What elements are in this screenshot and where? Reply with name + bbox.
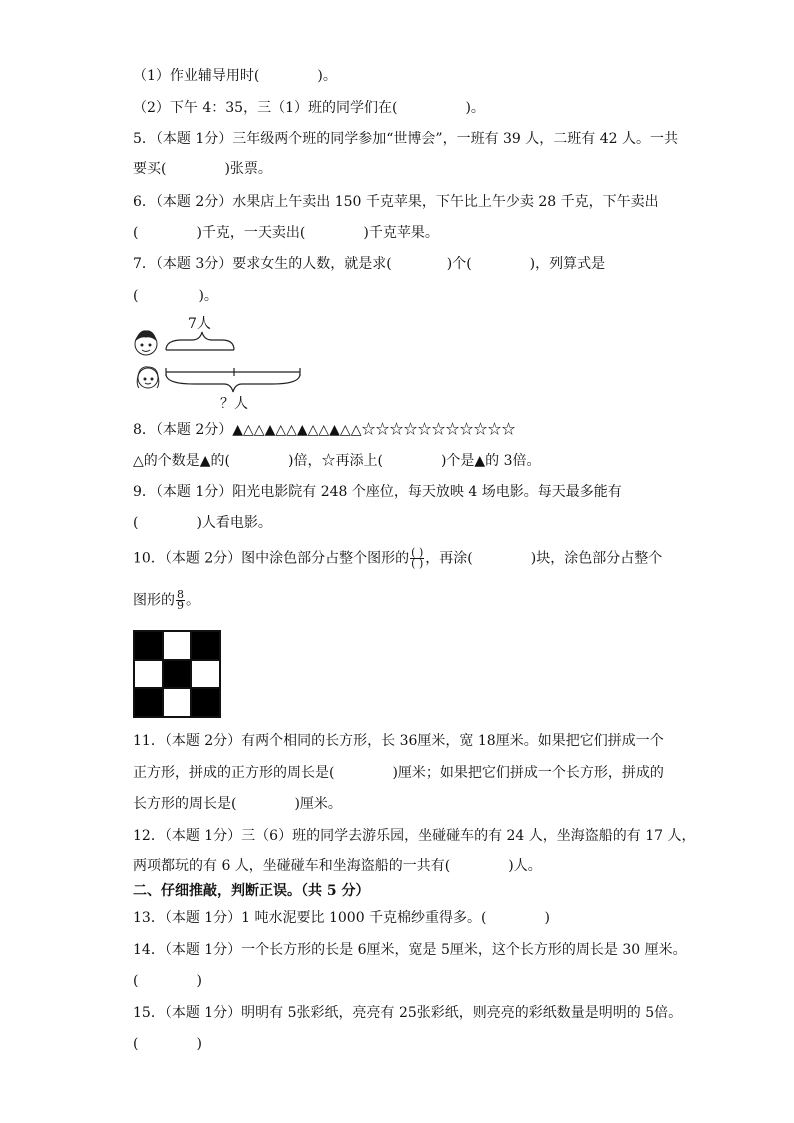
q13-text: 13．（本题 1分）1 吨水泥要比 1000 千克棉纱重得多。( )	[133, 910, 550, 926]
q8-text: 8．（本题 2分）▲△△▲△△▲△△▲△△☆☆☆☆☆☆☆☆☆☆☆	[133, 422, 516, 438]
q9-text: 9．（本题 1分）阳光电影院有 248 个座位，每天放映 4 场电影。每天最多能有	[133, 484, 622, 500]
shaded-cell	[163, 660, 192, 689]
q7-segment-diagram	[130, 310, 310, 414]
q7-answer-line: ( )。	[133, 288, 218, 304]
q6-text: 6．（本题 2分）水果店上午卖出 150 千克苹果，下午比上午少卖 28 千克，下午卖出	[133, 194, 659, 210]
fraction-eight-ninths: $\frac{8}{9}$	[177, 588, 184, 612]
shaded-cell	[191, 631, 220, 660]
top-label: 7人	[188, 316, 211, 332]
q7-text: 7．（本题 3分）要求女生的人数，就是求( )个( )，列算式是	[133, 256, 606, 272]
shaded-cell	[134, 631, 163, 660]
q10-checker-grid	[133, 630, 221, 718]
bottom-label: ？人	[220, 396, 248, 412]
q12-answer-line: 两项都玩的有 6 人，坐碰碰车和坐海盗船的一共有( )人。	[133, 858, 542, 874]
unshaded-cell	[134, 660, 163, 689]
q15-answer-line: ( )	[133, 1036, 202, 1052]
q10-text: 10．（本题 2分）图中涂色部分占整个图形的 $\frac{( )}{( )}$ ，再涂( )块，涂色部分占整个	[133, 546, 663, 570]
section-2-heading: 二、仔细推敲，判断正误。（共 5 分）	[133, 883, 370, 899]
q5-answer-line: 要买( )张票。	[133, 161, 272, 177]
q14-answer-line: ( )	[133, 973, 202, 989]
q15-text: 15．（本题 1分）明明有 5张彩纸，亮亮有 25张彩纸，则亮亮的彩纸数量是明明的 5倍。	[133, 1005, 683, 1021]
q10-text-2: 图形的 $\frac{8}{9}$ 。	[133, 588, 200, 612]
bottom-brace	[166, 374, 300, 392]
top-brace	[166, 332, 234, 350]
unshaded-cell	[191, 660, 220, 689]
q11-text: 11．（本题 2分）有两个相同的长方形，长 36厘米，宽 18厘米。如果把它们拼成一个	[133, 733, 664, 749]
q4-sub1: （1）作业辅导用时( )。	[133, 68, 337, 84]
q5-text: 5．（本题 1分）三年级两个班的同学参加“世博会”，一班有 39 人，二班有 42 人。一共	[133, 131, 679, 147]
q11-answer-line: 长方形的周长是( )厘米。	[133, 796, 342, 812]
q8-answer-line: △的个数是▲的( )倍，☆再添上( )个是▲的 3倍。	[133, 453, 541, 469]
boy-icon	[135, 331, 157, 355]
q9-answer-line: ( )人看电影。	[133, 515, 272, 531]
fraction-blank[interactable]: $\frac{( )}{( )}$	[411, 546, 424, 570]
q6-answer-line: ( )千克，一天卖出( )千克苹果。	[133, 225, 439, 241]
shaded-cell	[134, 688, 163, 717]
q12-text: 12．（本题 1分）三（6）班的同学去游乐园，坐碰碰车的有 24 人，坐海盗船的有 17 人，	[133, 828, 696, 844]
unshaded-cell	[163, 688, 192, 717]
unshaded-cell	[163, 631, 192, 660]
girl-icon	[137, 367, 159, 388]
q4-sub2: （2）下午 4：35，三（1）班的同学们在( )。	[133, 100, 485, 116]
shaded-cell	[191, 688, 220, 717]
q14-text: 14．（本题 1分）一个长方形的长是 6厘米，宽是 5厘米，这个长方形的周长是 30 厘米。	[133, 942, 687, 958]
q11-text-2: 正方形，拼成的正方形的周长是( )厘米；如果把它们拼成一个长方形，拼成的	[133, 765, 664, 781]
